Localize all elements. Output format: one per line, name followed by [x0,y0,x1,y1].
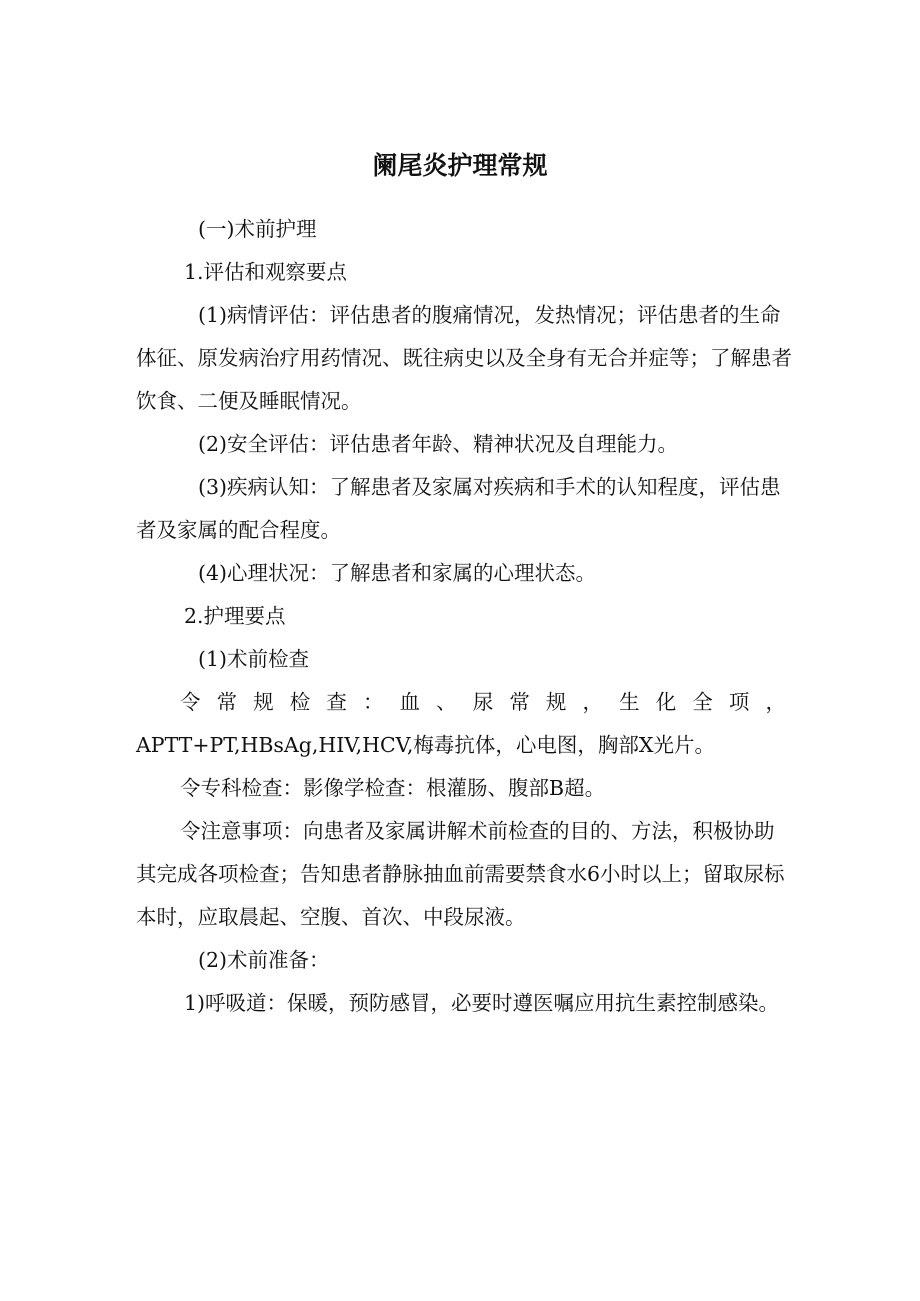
subsection-heading: 1.评估和观察要点 [184,260,348,284]
subsection-heading: 2.护理要点 [184,604,286,628]
paragraph: (1)术前检查 [198,647,310,671]
paragraph: 令常规检查：血、尿常规，生化全项， [180,690,792,714]
paragraph: 1)呼吸道：保暖，预防感冒，必要时遵医嘱应用抗生素控制感染。 [184,991,780,1015]
page-title: 阑尾炎护理常规 [372,151,548,180]
paragraph: (3)疾病认知：了解患者及家属对疾病和手术的认知程度，评估患者及家属的配合程度。 [136,475,781,542]
paragraph: APTT+PT,HBsAg,HIV,HCV,梅毒抗体，心电图，胸部X光片。 [136,733,715,757]
paragraph: (4)心理状况：了解患者和家属的心理状态。 [198,561,597,585]
paragraph: 令注意事项：向患者及家属讲解术前检查的目的、方法，积极协助其完成各项检查；告知患者静脉抽血前需要禁食水6小时以上；留取尿标本时，应取晨起、空腹、首次、中段尿液。 [136,819,785,929]
section-heading: (一)术前护理 [198,217,317,241]
paragraph: (1)病情评估：评估患者的腹痛情况，发热情况；评估患者的生命体征、原发病治疗用药情况、既往病史以及全身有无合并症等；了解患者饮食、二便及睡眠情况。 [136,303,792,413]
paragraph: 令专科检查：影像学检查：根灌肠、腹部B超。 [180,776,606,800]
document-body [136,208,792,1025]
paragraph: (2)安全评估：评估患者年龄、精神状况及自理能力。 [198,432,679,456]
paragraph: (2)术前准备： [198,948,330,972]
